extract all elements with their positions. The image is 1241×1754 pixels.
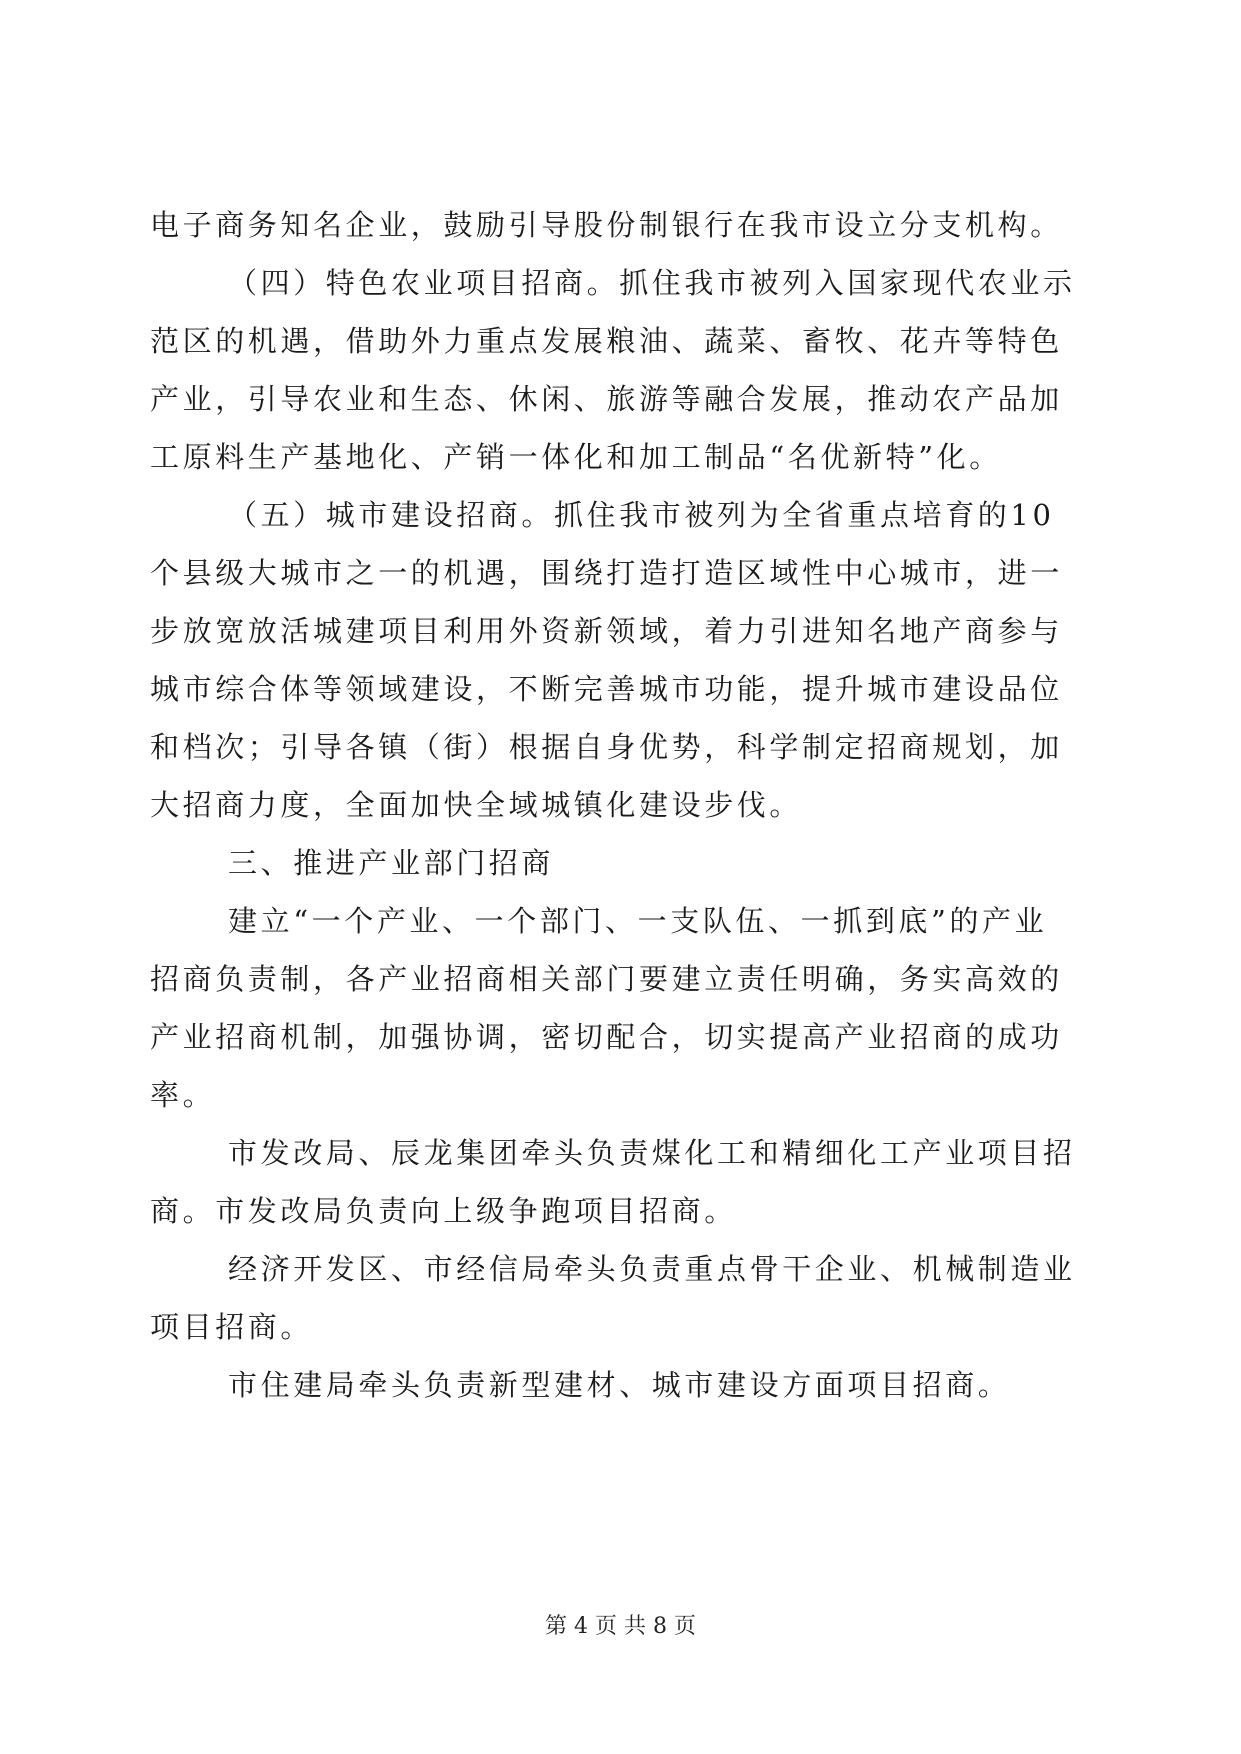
page-footer: 第 4 页 共 8 页 bbox=[545, 1614, 696, 1639]
body-text-line: 产业，引导农业和生态、休闲、旅游等融合发展，推动农产品加 bbox=[150, 382, 1063, 416]
body-text-line: 商。市发改局负责向上级争跑项目招商。 bbox=[150, 1194, 737, 1228]
body-text-line: 市发改局、辰龙集团牵头负责煤化工和精细化工产业项目招 bbox=[228, 1136, 1076, 1170]
body-text-line: 市住建局牵头负责新型建材、城市建设方面项目招商。 bbox=[228, 1368, 1011, 1402]
body-text-line: 电子商务知名企业，鼓励引导股份制银行在我市设立分支机构。 bbox=[150, 208, 1063, 242]
body-text-line: 步放宽放活城建项目利用外资新领域，着力引进知名地产商参与 bbox=[150, 614, 1063, 648]
body-text-line: 建立“一个产业、一个部门、一支队伍、一抓到底”的产业 bbox=[228, 904, 1048, 938]
body-text-line: （五）城市建设招商。抓住我市被列为全省重点培育的10 bbox=[228, 498, 1055, 532]
body-text-line: 率。 bbox=[150, 1078, 216, 1112]
body-text-line: 产业招商机制，加强协调，密切配合，切实提高产业招商的成功 bbox=[150, 1020, 1063, 1054]
body-text-line: 个县级大城市之一的机遇，围绕打造打造区域性中心城市，进一 bbox=[150, 556, 1063, 590]
body-text-line: 和档次；引导各镇（街）根据自身优势，科学制定招商规划，加 bbox=[150, 730, 1063, 764]
body-text-line: 三、推进产业部门招商 bbox=[228, 846, 555, 880]
body-text-line: 招商负责制，各产业招商相关部门要建立责任明确，务实高效的 bbox=[150, 962, 1063, 996]
body-text-line: （四）特色农业项目招商。抓住我市被列入国家现代农业示 bbox=[228, 266, 1076, 300]
body-text-line: 城市综合体等领域建设，不断完善城市功能，提升城市建设品位 bbox=[150, 672, 1063, 706]
body-text-line: 经济开发区、市经信局牵头负责重点骨干企业、机械制造业 bbox=[228, 1252, 1076, 1286]
body-text-line: 大招商力度，全面加快全域城镇化建设步伐。 bbox=[150, 788, 803, 822]
body-text-line: 工原料生产基地化、产销一体化和加工制品“名优新特”化。 bbox=[150, 440, 1002, 474]
document-body bbox=[150, 196, 1090, 1414]
body-text-line: 范区的机遇，借助外力重点发展粮油、蔬菜、畜牧、花卉等特色 bbox=[150, 324, 1063, 358]
body-text-line: 项目招商。 bbox=[150, 1310, 314, 1344]
